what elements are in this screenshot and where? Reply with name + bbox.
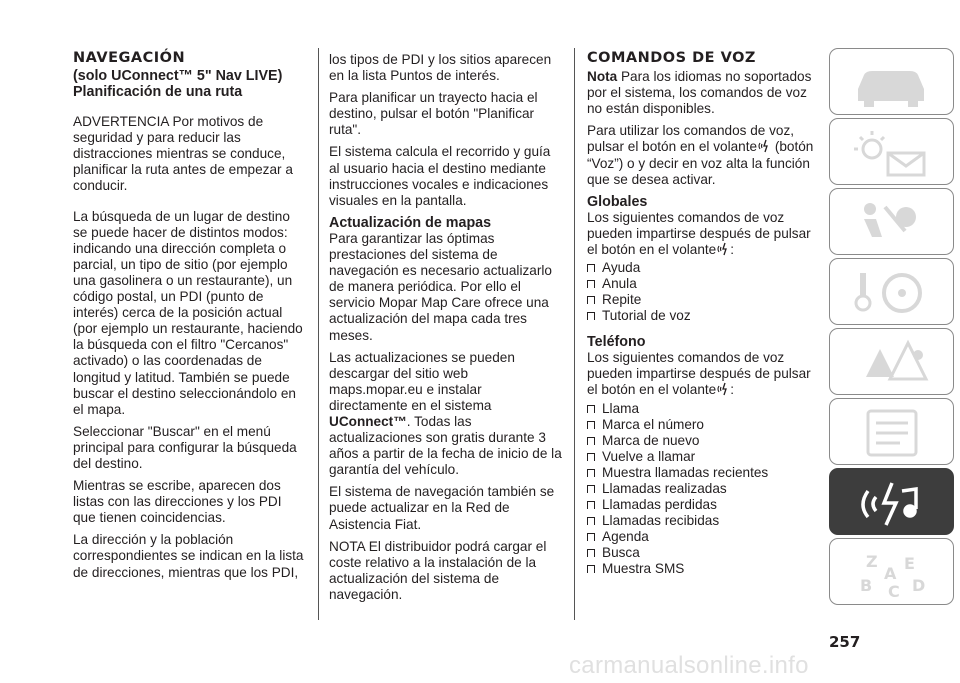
voice-button-icon	[716, 382, 730, 396]
watermark: carmanualsonline.info	[569, 652, 809, 679]
svg-text:A: A	[884, 564, 897, 583]
tab-index-icon[interactable]	[829, 538, 954, 605]
paragraph: El sistema de navegación también se puede actualizar en la Red de Asistencia Fiat.	[329, 484, 555, 532]
paragraph: Los siguientes comandos de voz pueden impartirse después de pulsar el botón en el volante :	[587, 350, 811, 398]
svg-text:D: D	[912, 576, 926, 595]
list-item: Agenda	[587, 529, 821, 545]
tab-airbag-seat-icon[interactable]	[829, 188, 954, 255]
paragraph: La búsqueda de un lugar de destino se puede hacer de distintos modos: indicando una dirección completa o parcial, un tipo de sitio (por ejemplo una gasolinera o un restaurante), un código postal, un PDI (punto de interés) cerca de la posición actual (por ejemplo un restaurante, haciendo la búsqueda con el filtro "Cercanos" activado) o las coordenadas de longitud y latitud. También se puede buscar el destino seleccionándolo en el mapa.	[73, 208, 303, 417]
warning-triangle-icon	[830, 329, 955, 396]
page-number: 257	[829, 633, 861, 651]
airbag-seat-icon	[830, 189, 955, 256]
list-item: Llama	[587, 401, 821, 417]
tab-lights-warning-icon[interactable]	[829, 118, 954, 185]
paragraph: Para planificar un trayecto hacia el destino, pulsar el botón "Planificar ruta".	[329, 90, 538, 138]
global-heading: Globales	[587, 193, 648, 210]
column-right	[587, 50, 821, 583]
global-command-list	[587, 260, 821, 324]
paragraph: Seleccionar "Buscar" en el menú principal para configurar la búsqueda del destino.	[73, 423, 297, 471]
paragraph: Las actualizaciones se pueden descargar del sitio web maps.mopar.eu e instalar directamente en el sistema UConnect™. Todas las actualizaciones son gratis durante 3 años a partir de la fecha de inicio de la garantía del vehículo.	[329, 349, 562, 478]
paragraph: Mientras se escribe, aparecen dos listas con las direcciones y los PDI que tienen coincidencias.	[73, 478, 282, 526]
lights-warning-icon	[830, 119, 955, 186]
voice-button-icon	[716, 242, 730, 256]
column-divider	[574, 48, 575, 620]
tab-steering-key-icon[interactable]	[829, 258, 954, 325]
voice-button-icon	[757, 139, 771, 153]
list-item: Anula	[587, 276, 821, 292]
paragraph: La dirección y la población correspondientes se indican en la lista de direcciones, mientras que los PDI,	[73, 532, 304, 580]
column-divider	[318, 48, 319, 620]
list-item: Ayuda	[587, 260, 821, 276]
svg-text:E: E	[904, 554, 915, 573]
tab-checklist-icon[interactable]	[829, 398, 954, 465]
list-item: Marca el número	[587, 417, 821, 433]
section-subheading-2: Planificación de una ruta	[73, 84, 243, 101]
checklist-icon	[830, 399, 955, 466]
list-item: Tutorial de voz	[587, 308, 821, 324]
phone-heading: Teléfono	[587, 334, 646, 351]
svg-text:B: B	[860, 576, 873, 595]
paragraph: Los siguientes comandos de voz pueden impartirse después de pulsar el botón en el volante :	[587, 209, 811, 258]
warning-text: ADVERTENCIA Por motivos de seguridad y para reducir las distracciones mientras se conduce, planificar la ruta antes de empezar a conducir.	[73, 114, 293, 194]
index-icon	[830, 539, 955, 606]
list-item: Vuelve a llamar	[587, 449, 821, 465]
steering-key-icon	[830, 259, 955, 326]
section-heading: NAVEGACIÓN	[73, 50, 186, 66]
column-middle	[329, 52, 563, 609]
update-heading: Actualización de mapas	[329, 214, 492, 231]
list-item: Llamadas realizadas	[587, 481, 821, 497]
section-subheading: (solo UConnect™ 5" Nav LIVE)	[73, 68, 283, 85]
svg-text:Z: Z	[866, 552, 878, 571]
list-item: Muestra llamadas recientes	[587, 465, 821, 481]
list-item: Llamadas perdidas	[587, 497, 821, 513]
paragraph: Para garantizar las óptimas prestaciones del sistema de navegación es necesario actualizarlo de manera periódica. Por ello el servicio Mopar Map Care ofrece una actualización del mapa cada tres meses.	[329, 230, 552, 343]
tab-multimedia-icon[interactable]	[829, 468, 954, 535]
svg-text:C: C	[888, 582, 900, 601]
list-item: Llamadas recibidas	[587, 513, 821, 529]
car-icon	[830, 49, 955, 116]
multimedia-icon	[830, 469, 955, 536]
list-item: Muestra SMS	[587, 561, 821, 577]
tab-warning-triangle-icon[interactable]	[829, 328, 954, 395]
note-paragraph: Nota Para los idiomas no soportados por el sistema, los comandos de voz no están disponibles.	[587, 69, 812, 117]
list-item: Marca de nuevo	[587, 433, 821, 449]
uconnect-brand: UConnect™	[329, 413, 407, 429]
phone-command-list	[587, 401, 821, 577]
paragraph: Para utilizar los comandos de voz, pulsar el botón en el volante (botón “Voz”) o y decir en voz alta la función que se desea activar.	[587, 123, 814, 187]
paragraph: los tipos de PDI y los sitios aparecen en la lista Puntos de interés.	[329, 52, 552, 84]
list-item: Repite	[587, 292, 821, 308]
note-paragraph: NOTA El distribuidor podrá cargar el coste relativo a la instalación de la actualización del sistema de navegación.	[329, 538, 547, 602]
list-item: Busca	[587, 545, 821, 561]
voice-heading: COMANDOS DE VOZ	[587, 50, 756, 66]
tab-car-icon[interactable]	[829, 48, 954, 115]
column-left	[73, 50, 305, 587]
paragraph: El sistema calcula el recorrido y guía al usuario hacia el destino mediante instrucciones vocales e indicaciones visuales en la pantalla.	[329, 144, 551, 208]
